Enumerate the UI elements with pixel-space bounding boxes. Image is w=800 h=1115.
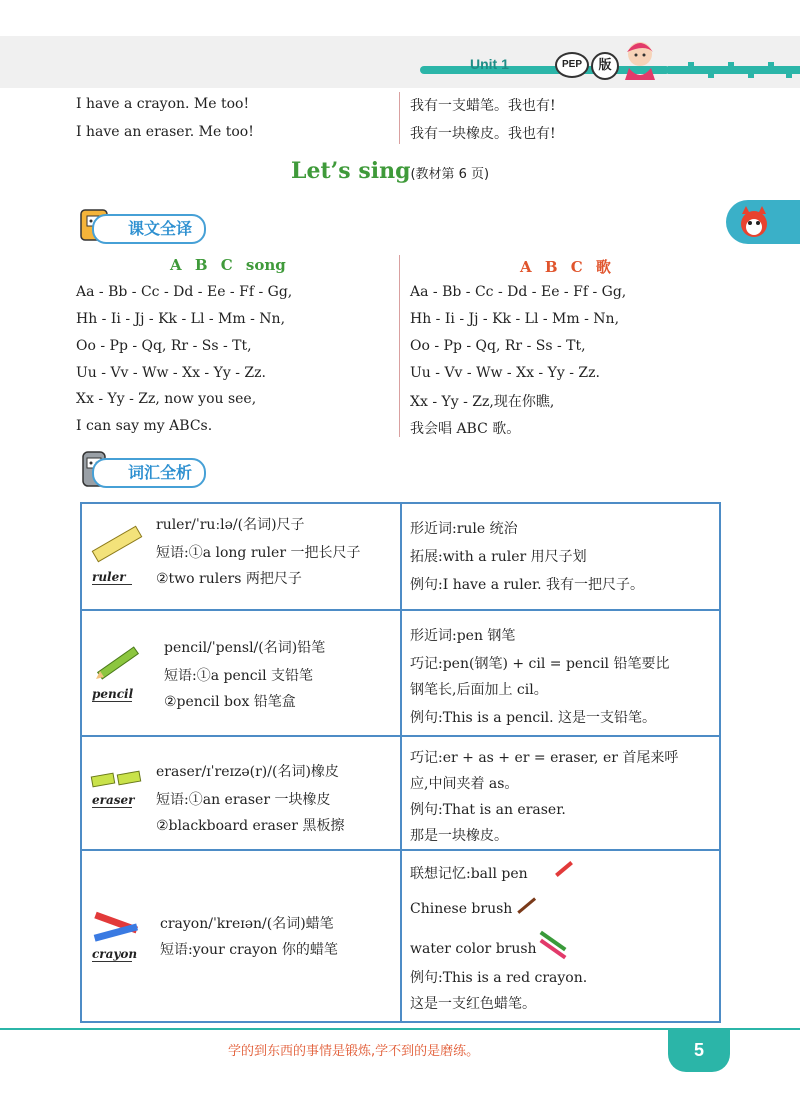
vocab-line: 例句:I have a ruler. 我有一把尺子。 — [410, 577, 645, 593]
intro-en-2: I have an eraser. Me too! — [76, 124, 254, 140]
vocab-right-cell — [401, 610, 720, 736]
vocab-left-cell — [81, 503, 401, 610]
vocab-line: 例句:This is a pencil. 这是一支铅笔。 — [410, 710, 657, 726]
song-en-line: Oo - Pp - Qq, Rr - Ss - Tt, — [76, 338, 252, 354]
edition-badge: 版 — [591, 52, 619, 80]
vocab-line: 短语:①a pencil 支铅笔 — [164, 668, 314, 684]
vocab-line: 那是一块橡皮。 — [410, 828, 508, 844]
cartoon-fox-icon — [736, 204, 772, 240]
song-en-line: Xx - Yy - Zz, now you see, — [76, 391, 257, 407]
vocab-line: ②pencil box 铅笔盒 — [164, 694, 296, 710]
vocab-line: 短语:①a long ruler 一把长尺子 — [156, 545, 361, 561]
vocab-line: ruler/ˈruːlə/(名词)尺子 — [156, 517, 305, 533]
vocab-table — [80, 502, 721, 1023]
vocab-line: 短语:①an eraser 一块橡皮 — [156, 792, 331, 808]
song-zh-line: Xx - Yy - Zz,现在你瞧, — [410, 394, 555, 410]
vocab-line: Chinese brush — [410, 901, 513, 917]
pep-badge: PEP — [555, 52, 589, 78]
intro-zh-1: 我有一支蜡笔。我也有! — [410, 98, 556, 114]
header-dots-decoration — [668, 60, 800, 80]
vocab-right-cell — [401, 736, 720, 850]
crayon-icon — [90, 903, 145, 973]
vocab-line: 拓展:with a ruler 用尺子划 — [410, 549, 587, 565]
section-title-main: Let’s sing — [291, 158, 411, 184]
vocab-word-label: crayon — [92, 947, 138, 961]
vocab-line: 应,中间夹着 as。 — [410, 776, 519, 792]
vocab-left-cell — [81, 850, 401, 1022]
vocab-line: crayon/ˈkreɪən/(名词)蜡笔 — [160, 916, 334, 932]
translation-section-label: 课文全译 — [128, 219, 193, 238]
song-zh-line: Uu - Vv - Ww - Xx - Yy - Zz. — [410, 365, 600, 381]
vocab-line: 这是一支红色蜡笔。 — [410, 996, 536, 1012]
vocab-word-label: pencil — [92, 687, 134, 701]
vocab-line: 例句:This is a red crayon. — [410, 970, 588, 986]
vocab-line: 短语:your crayon 你的蜡笔 — [160, 942, 338, 958]
vocab-line: 巧记:pen(钢笔) + cil = pencil 铅笔要比 — [410, 656, 670, 672]
section-title-sub: (教材第 6 页) — [410, 167, 490, 182]
footer-motto: 学的到东西的事情是锻炼,学不到的是磨练。 — [228, 1044, 480, 1059]
song-en-line: Hh - Ii - Jj - Kk - Ll - Mm - Nn, — [76, 311, 286, 327]
song-zh-line: Aa - Bb - Cc - Dd - Ee - Ff - Gg, — [410, 284, 627, 300]
vocab-line: water color brush — [410, 941, 537, 957]
intro-en-1: I have a crayon. Me too! — [76, 96, 250, 112]
vocab-line: pencil/ˈpensl/(名词)铅笔 — [164, 640, 326, 656]
song-zh-line: 我会唱 ABC 歌。 — [410, 421, 521, 437]
vocab-row-pencil — [81, 610, 720, 736]
song-en-line: I can say my ABCs. — [76, 418, 213, 434]
song-title-zh: A B C 歌 — [520, 258, 611, 276]
vocab-line: 形近词:pen 钢笔 — [410, 628, 516, 644]
vocab-line: ②two rulers 两把尺子 — [156, 571, 302, 587]
vocab-row-crayon — [81, 850, 720, 1022]
cartoon-girl-icon — [615, 38, 665, 82]
water-color-brush-icon — [536, 927, 572, 961]
vocab-right-cell — [401, 850, 720, 1022]
vocab-line: ②blackboard eraser 黑板擦 — [156, 818, 345, 834]
vocab-section-pill — [92, 458, 206, 488]
vocab-row-ruler — [81, 503, 720, 610]
unit-label: Unit 1 — [470, 56, 509, 72]
song-divider — [399, 255, 400, 437]
section-title — [291, 158, 489, 184]
vocab-word-label: eraser — [92, 793, 135, 807]
eraser-icon — [90, 755, 145, 825]
vocab-line: 钢笔长,后面加上 cil。 — [410, 682, 548, 698]
song-zh-line: Oo - Pp - Qq, Rr - Ss - Tt, — [410, 338, 586, 354]
vocab-row-eraser — [81, 736, 720, 850]
side-tab — [726, 200, 800, 244]
vocab-left-cell — [81, 736, 401, 850]
vocab-line: 联想记忆:ball pen — [410, 866, 528, 882]
intro-divider — [399, 92, 400, 144]
vocab-line: eraser/ɪˈreɪzə(r)/(名词)橡皮 — [156, 764, 339, 780]
vocab-line: 形近词:rule 统治 — [410, 521, 518, 537]
song-zh-line: Hh - Ii - Jj - Kk - Ll - Mm - Nn, — [410, 311, 620, 327]
chinese-brush-icon — [514, 893, 540, 919]
ball-pen-icon — [552, 857, 576, 881]
translation-section-pill — [92, 214, 206, 244]
vocab-line: 例句:That is an eraser. — [410, 802, 566, 818]
vocab-line: 巧记:er + as + er = eraser, er 首尾来呼 — [410, 750, 679, 766]
intro-zh-2: 我有一块橡皮。我也有! — [410, 126, 556, 142]
vocab-word-label: ruler — [92, 570, 132, 585]
song-en-line: Aa - Bb - Cc - Dd - Ee - Ff - Gg, — [76, 284, 293, 300]
page-number: 5 — [668, 1028, 730, 1072]
song-en-line: Uu - Vv - Ww - Xx - Yy - Zz. — [76, 365, 266, 381]
song-title-en: A B C song — [170, 256, 286, 274]
vocab-right-cell — [401, 503, 720, 610]
vocab-left-cell — [81, 610, 401, 736]
vocab-section-label: 词汇全析 — [128, 463, 193, 482]
